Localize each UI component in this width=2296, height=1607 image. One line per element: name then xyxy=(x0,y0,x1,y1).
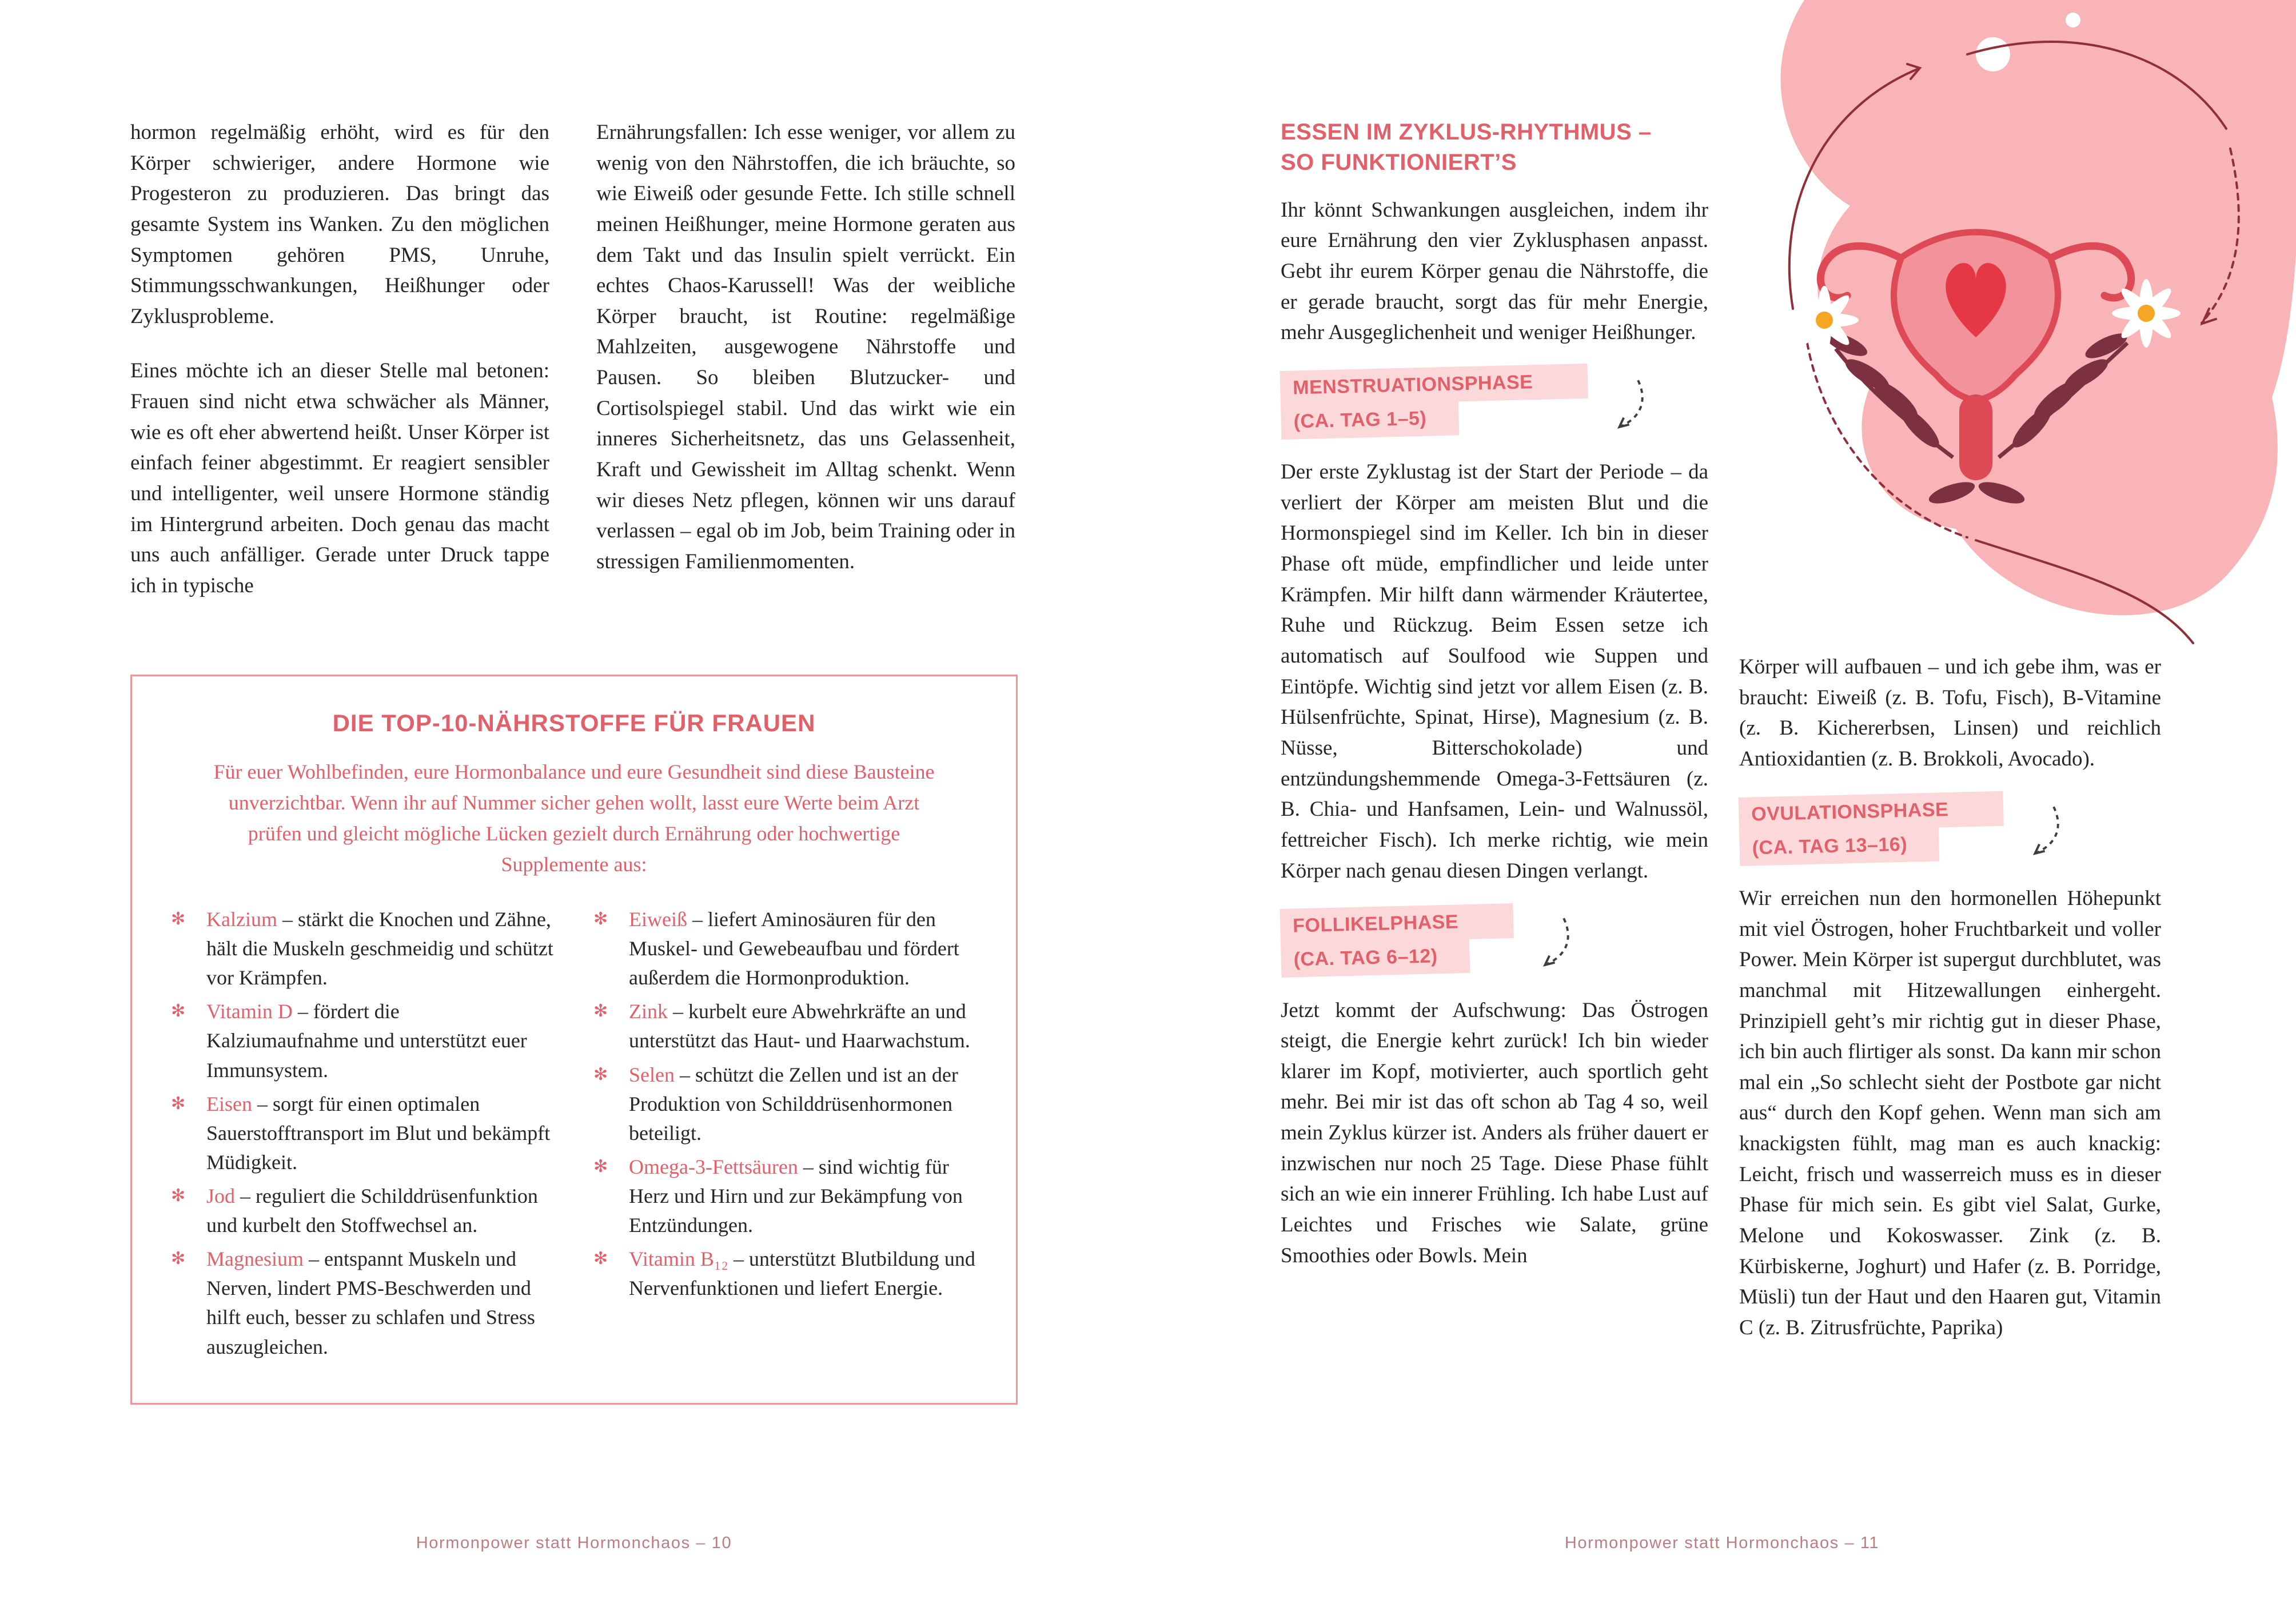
nutrient-desc: – unterstützt Blutbildung und Nervenfunktionen und liefert Energie. xyxy=(629,1247,975,1300)
phase-section-ovulation xyxy=(1739,797,2161,1343)
asterisk-bullet-icon: ✻ xyxy=(593,1001,608,1022)
asterisk-bullet-icon: ✻ xyxy=(171,1249,186,1269)
body-paragraph: Körper will aufbauen – und ich gebe ihm, was er braucht: Eiweiß (z. B. Tofu, Fisch), B-Vitamine (z. B. Kichererbsen, Linsen) und reichlich Antioxidantien (z. B. Brokkoli, Avocado). xyxy=(1739,655,2161,771)
phase-section-follikel xyxy=(1281,909,1708,1271)
asterisk-bullet-icon: ✻ xyxy=(171,1001,186,1022)
nutrient-term: Selen xyxy=(629,1063,675,1086)
flower-icon xyxy=(1790,286,1859,354)
phase-head xyxy=(1281,909,1708,978)
dashed-arrow-icon xyxy=(1525,912,1574,975)
page-footer: Hormonpower statt Hormonchaos – 10 xyxy=(416,1534,732,1552)
phase-head xyxy=(1739,797,2161,866)
phase-label-line: (CA. TAG 13–16) xyxy=(1739,826,1940,866)
nutrient-list-right xyxy=(592,905,978,1366)
nutrient-term: Vitamin B₁₂ xyxy=(629,1247,728,1271)
phase-label xyxy=(1280,903,1515,978)
phase-label-line: MENSTRUATIONSPHASE xyxy=(1280,364,1589,406)
nutrient-item xyxy=(592,997,978,1055)
nutrient-lists xyxy=(170,905,978,1366)
nutrient-term: Vitamin D xyxy=(206,1000,293,1023)
column-1 xyxy=(130,117,549,625)
page-footer: Hormonpower statt Hormonchaos – 11 xyxy=(1564,1534,1880,1552)
asterisk-bullet-icon: ✻ xyxy=(593,909,608,929)
nutrient-desc: – schützt die Zellen und ist an der Produktion von Schilddrüsenhormonen beteiligt. xyxy=(629,1063,958,1145)
nutrient-item xyxy=(170,997,556,1084)
nutrient-term: Eiweiß xyxy=(629,908,687,931)
nutrient-desc: – entspannt Muskeln und Nerven, lindert PMS-Beschwerden und hilft euch, besser zu schlafen und Stress auszugleichen. xyxy=(206,1247,535,1358)
body-paragraph: Jetzt kommt der Aufschwung: Das Östrogen steigt, die Energie kehrt zurück! Ich bin wieder klarer im Kopf, motivierter, auch sportlich geht mehr. Bei mir ist das oft schon ab Tag 4 so, weil mein Zyklus kürzer ist. Anders als früher dauert er inzwischen nur noch 25 Tage. Diese Phase fühlt sich an wie ein innerer Frühling. Ich habe Lust auf Leichtes und Frisches wie Salate, grüne Smoothies oder Bowls. Mein xyxy=(1281,998,1708,1267)
section-heading xyxy=(1281,117,1708,178)
nutrient-item xyxy=(592,1245,978,1303)
asterisk-bullet-icon: ✻ xyxy=(593,1249,608,1269)
nutrient-term: Eisen xyxy=(206,1092,252,1115)
uterus-illustration xyxy=(1707,0,2296,646)
deco-circle xyxy=(2066,13,2080,27)
asterisk-bullet-icon: ✻ xyxy=(171,909,186,929)
box-title: DIE TOP-10-NÄHRSTOFFE FÜR FRAUEN xyxy=(332,709,816,736)
nutrient-term: Kalzium xyxy=(206,908,277,931)
nutrient-item xyxy=(170,1090,556,1177)
column-3 xyxy=(1281,117,1708,1294)
body-paragraph: Eines möchte ich an dieser Stelle mal betonen: Frauen sind nicht etwa schwächer als Männer, wie es oft eher abwertend heißt. Unser Körper ist einfach feiner abgestimmt. Er reagiert sensibler und intelligenter, weil unsere Hormone ständig im Hintergrund arbeiten. Doch genau das macht uns auch anfälliger. Gerade unter Druck tappe ich in typische xyxy=(130,359,549,597)
deco-circle xyxy=(1976,37,2010,71)
body-paragraph: Ihr könnt Schwankungen ausgleichen, indem ihr eure Ernährung den vier Zyklusphasen anpasst. Gebt ihr eurem Körper genau die Nährstoffe, die er gerade braucht, sorgt das für mehr Energie, mehr Ausgeglichenheit und weniger Heißhunger. xyxy=(1281,198,1708,345)
nutrient-term: Omega-3-Fettsäuren xyxy=(629,1155,798,1178)
page-11 xyxy=(1148,0,2296,1607)
text-columns xyxy=(130,117,1015,625)
body-paragraph: Ernährungsfallen: Ich esse weniger, vor allem zu wenig von den Nährstoffen, die ich bräuchte, so wie Eiweiß oder gesunde Fette. Ich stille schnell meinen Heißhunger, meine Hormone geraten aus dem Takt und das Insulin spielt verrückt. Ein echtes Chaos-Karussell! Was der weibliche Körper braucht, ist Routine: regelmäßige Mahlzeiten, ausgewogene Nährstoffe und Pausen. So bleiben Blutzucker- und Cortisolspiegel stabil. Und das wirkt wie ein inneres Sicherheitsnetz, das uns Gelassenheit, Kraft und Gewissheit im Alltag schenkt. Wenn wir dieses Netz pflegen, können wir uns darauf verlassen – egal ob im Job, beim Training oder in stressigen Familienmomenten. xyxy=(596,121,1015,573)
box-intro: Für euer Wohlbefinden, eure Hormonbalance und eure Gesundheit sind diese Bausteine unverzichtbar. Wenn ihr auf Nummer sicher gehen wollt, lasst eure Werte beim Arzt prüfen und gleicht mögliche Lücken gezielt durch Ernährung oder hochwertige Supplemente aus: xyxy=(213,760,935,876)
heading-line: SO FUNKTIONIERT’S xyxy=(1281,149,1517,175)
nutrient-item xyxy=(170,1245,556,1361)
phase-head xyxy=(1281,371,1708,440)
heading-line: ESSEN IM ZYKLUS-RHYTHMUS – xyxy=(1281,119,1652,145)
asterisk-bullet-icon: ✻ xyxy=(171,1185,186,1206)
nutrient-desc: – stärkt die Knochen und Zähne, hält die Muskeln geschmeidig und schützt vor Krämpfen. xyxy=(206,908,553,990)
nutrient-item xyxy=(592,1060,978,1148)
dashed-arrow-icon xyxy=(1600,374,1649,437)
nutrient-term: Magnesium xyxy=(206,1247,304,1271)
phase-label-line: (CA. TAG 6–12) xyxy=(1281,938,1470,978)
nutrient-desc: – liefert Aminosäuren für den Muskel- und Gewebeaufbau und fördert außerdem die Hormonproduktion. xyxy=(629,908,959,990)
column-4 xyxy=(1739,652,2161,1366)
phase-label-line: FOLLIKELPHASE xyxy=(1280,903,1514,944)
body-paragraph: hormon regelmäßig erhöht, wird es für den Körper schwieriger, andere Hormone wie Progesteron zu produzieren. Das bringt das gesamte System ins Wanken. Zu den möglichen Symptomen gehören PMS, Unruhe, Stimmungsschwankungen, Heißhunger oder Zyklusprobleme. xyxy=(130,121,549,328)
phase-label xyxy=(1280,364,1589,440)
nutrient-desc: – kurbelt eure Abwehrkräfte an und unterstützt das Haut- und Haarwachstum. xyxy=(629,1000,970,1052)
nutrient-desc: – sind wichtig für Herz und Hirn und zur Bekämpfung von Entzündungen. xyxy=(629,1155,963,1237)
nutrient-term: Zink xyxy=(629,1000,668,1023)
nutrient-desc: – reguliert die Schilddrüsenfunktion und kurbelt den Stoffwechsel an. xyxy=(206,1184,538,1237)
phase-label xyxy=(1739,791,2005,866)
nutrient-item xyxy=(170,1182,556,1240)
asterisk-bullet-icon: ✻ xyxy=(171,1093,186,1114)
nutrient-list-left xyxy=(170,905,556,1366)
nutrient-desc: – fördert die Kalziumaufnahme und unterstützt euer Immunsystem. xyxy=(206,1000,527,1082)
dashed-arrow-icon xyxy=(2015,801,2064,864)
nutrient-box xyxy=(130,675,1018,1405)
nutrient-item xyxy=(592,1153,978,1240)
flower-icon xyxy=(2112,279,2181,348)
phase-section-menstruation xyxy=(1281,371,1708,886)
nutrient-item xyxy=(592,905,978,992)
nutrient-desc: – sorgt für einen optimalen Sauerstofftransport im Blut und bekämpft Müdigkeit. xyxy=(206,1092,551,1174)
body-paragraph: Der erste Zyklustag ist der Start der Periode – da verliert der Körper am meisten Blut und die Hormonspiegel sind im Keller. Ich bin in dieser Phase oft müde, empfindlicher und leide unter Krämpfen. Mir hilft dann wärmender Kräutertee, Ruhe und Rückzug. Beim Essen setze ich automatisch auf Soulfood wie Suppen und Eintöpfe. Wichtig sind jetzt vor allem Eisen (z. B. Hülsenfrüchte, Spinat, Hirse), Magnesium (z. B. Nüsse, Bitterschokolade) und entzündungshemmende Omega-3-Fettsäuren (z. B. Chia- und Hanfsamen, Lein- und Walnussöl, fettreicher Fisch). Ich merke richtig, wie mein Körper nach genau diesen Dingen verlangt. xyxy=(1281,460,1708,883)
phase-label-line: OVULATIONSPHASE xyxy=(1739,791,2004,832)
asterisk-bullet-icon: ✻ xyxy=(593,1156,608,1177)
nutrient-term: Jod xyxy=(206,1184,236,1207)
nutrient-item xyxy=(170,905,556,992)
asterisk-bullet-icon: ✻ xyxy=(593,1064,608,1084)
phase-label-line: (CA. TAG 1–5) xyxy=(1281,400,1459,440)
column-2 xyxy=(596,117,1015,625)
body-paragraph: Wir erreichen nun den hormonellen Höhepunkt mit viel Östrogen, hoher Fruchtbarkeit und voller Power. Mein Körper ist supergut durchblutet, was manchmal mit Hitzewallungen einhergeht. Prinzipiell geht’s mir richtig gut in dieser Phase, ich bin auch flirtiger als sonst. Da kann mir schon mal ein „So schlecht sieht der Postbote gar nicht aus“ durch den Kopf gehen. Wenn man sich am knackigsten fühlt, mag man es auch knackig: Leicht, frisch und wasserreich muss es in dieser Phase für mich sein. Es gibt viel Salat, Gurke, Melone und Kokoswasser. Zink (z. B. Kürbiskerne, Joghurt) und Hafer (z. B. Porridge, Müsli) tun der Haut und den Haaren gut, Vitamin C (z. B. Zitrusfrüchte, Paprika) xyxy=(1739,886,2161,1339)
